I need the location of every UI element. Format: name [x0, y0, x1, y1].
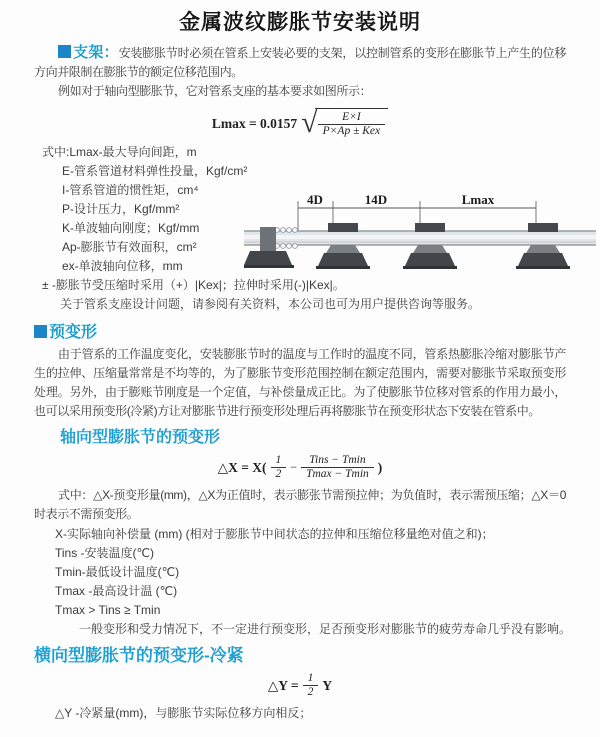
definition-line: 式中:Lmax-最大导向间距，m [42, 145, 197, 159]
definition-line: ex-单波轴向位移，mm [62, 259, 183, 273]
predeform-heading-text: 预变形 [49, 324, 98, 341]
plus-minus-note: ± -膨胀节受压缩时采用（+）|Kex|；拉伸时采用(-)|Kex|。 [42, 278, 345, 292]
axial-predeform-heading: 轴向型膨胀节的预变形 [60, 429, 221, 446]
guide-support [403, 223, 457, 269]
dim-label-lmax: Lmax [461, 192, 495, 207]
definition-line: E-管系管道材料弹性投量，Kgf/cm² [62, 164, 248, 178]
dim-label-14d: 14D [364, 192, 388, 207]
page-title: 金属波纹膨胀节安装说明 [179, 11, 421, 34]
predeform-paragraph: 由于管系的工作温度变化，安装膨胀节时的温度与工作时的温度不同，管系热膨胀冷缩对膨胀节产生的拉伸、压缩量常常是不均等的，为了膨胀节变形范围控制在额定范围内，需要对膨胀节采取预变形处理。另外，由于膨账节刚度是一个定值，与补偿量成正比。为了使膨胀节位移对管系的作用力最小，也可以采用预变形(冷紧)方让对膨胀节进行预变形处理后再将膨胀节在预变形状态下安装在管系中。 [34, 347, 566, 418]
guide-support [516, 223, 570, 269]
sqrt-fraction [318, 111, 386, 138]
half-fraction [271, 454, 287, 481]
lateral-formula-lhs: △Y = [267, 678, 299, 693]
fraction-denominator: 2 [307, 686, 314, 698]
fraction-numerator: E×I [318, 111, 386, 125]
axial-definition-list [55, 525, 600, 639]
definition-line: Tins -安装温度(℃) [55, 546, 155, 560]
predeform-section-heading [34, 323, 600, 342]
definition-line: Ap-膨胀节有效面积，cm² [62, 240, 197, 254]
sqrt-expression [301, 108, 388, 138]
axial-explain-paragraph: 式中：△X-预变形量(mm)，△X为正值时，表示膨张节需预拉伸；为负值时，表示需预压缩；△X＝0时表示不需预变形。 [34, 488, 566, 521]
lmax-formula [0, 108, 600, 138]
fraction-numerator: Tins − Tmin [301, 454, 374, 468]
radical-sign: √ [301, 106, 318, 139]
support-example-line: 例如对于轴向型膨胀节，它对管系支座的基本要求如图所示： [58, 84, 372, 98]
cold-tightening-note: △Y -冷紧量(mm)，与膨胀节实际位移方向相反； [55, 706, 312, 720]
support-intro-text: 安装膨胀节时必须在管系上安装必要的支架，以控制管系的变形在膨胀节上产生的位移方向并限制在膨胀节的额定位移范围内。 [34, 46, 566, 79]
section-marker-icon [58, 45, 71, 58]
definition-line: K-单波轴向刚度；Kgf/mm [62, 221, 200, 235]
section-marker-icon [34, 325, 47, 338]
axial-formula-lhs: △X = X( [217, 460, 267, 475]
definition-line: X-实际轴向补偿量 (mm) (相对于膨胀节中间状态的拉伸和压缩位移量绝对值之和)； [55, 527, 494, 541]
support-section-heading: 支架： [73, 44, 119, 61]
pipe-support-diagram [244, 191, 596, 287]
definition-line: I-管系管道的惯性矩，cm⁴ [62, 183, 199, 197]
dim-label-4d: 4D [307, 192, 323, 207]
lateral-predeform-heading: 横向型膨胀节的预变形-冷紧 [34, 646, 244, 665]
lateral-formula-rhs: Y [322, 678, 333, 693]
fraction-numerator: 1 [303, 672, 319, 686]
lateral-formula [0, 672, 600, 699]
definition-line: Tmax > Tins ≥ Tmin [55, 603, 161, 617]
axial-formula [0, 454, 600, 481]
minus-sign: − [290, 460, 298, 474]
temperature-fraction [301, 454, 374, 481]
definition-line: Tmin-最低设计温度(℃) [55, 565, 180, 579]
lmax-formula-lhs: Lmax = 0.0157 [211, 115, 298, 131]
definition-line: 一般变形和受力情况下，不一定进行预变形，足否预变形对膨胀节的疲劳寿命几乎没有影响。 [79, 622, 572, 636]
half-fraction [303, 672, 319, 699]
pipe [244, 231, 596, 245]
definition-line: Tmax -最高设计温 (℃) [55, 584, 178, 598]
fraction-denominator: 2 [275, 468, 282, 480]
guide-support [316, 223, 370, 269]
axial-formula-rhs: ) [377, 460, 383, 475]
fraction-denominator: P×Ap ± Kex [322, 125, 381, 137]
service-note: 关于管系支座设计问题，请参阅有关资料，本公司也可为用户提供咨询等服务。 [60, 297, 481, 311]
fraction-numerator: 1 [271, 454, 287, 468]
fraction-denominator: Tmax − Tmin [306, 468, 369, 480]
support-intro-paragraph [34, 43, 566, 82]
definition-line: P-设计压力，Kgf/mm² [62, 202, 180, 216]
